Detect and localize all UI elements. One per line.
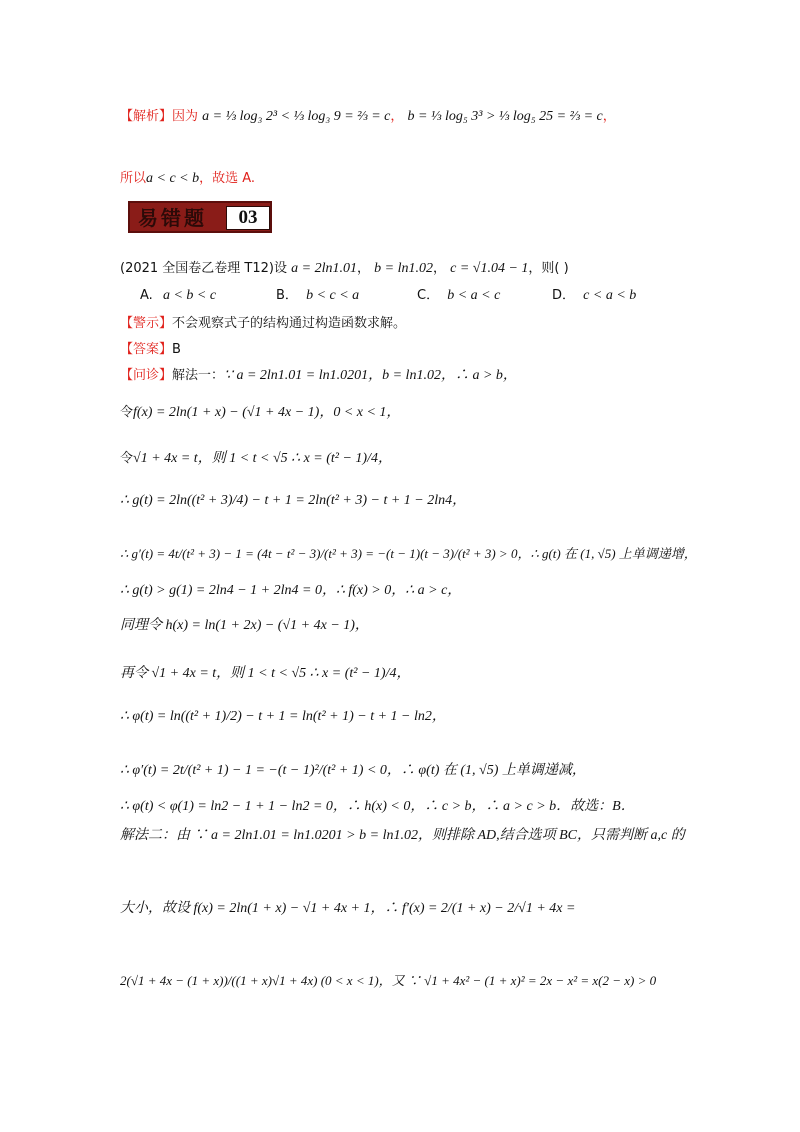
- question-stem: (2021 全国卷乙卷理 T12)设 a = 2ln1.01， b = ln1.02， c = √1.04 − 1，则( ): [120, 261, 569, 276]
- step-4: ∴ g(t) = 2ln((t² + 3)/4) − t + 1 = 2ln(t² + 3) − t + 1 − 2ln4，: [120, 493, 467, 508]
- warning-tag: 【警示】: [120, 316, 173, 331]
- analysis-b-expression: b = ⅓ log₅ 3³ > ⅓ log₅ 25 = ⅔ = c: [407, 109, 603, 124]
- option-d-label: D．: [552, 288, 576, 303]
- step-9: ∴ φ(t) = ln((t² + 1)/2) − t + 1 = ln(t² + 1) − t + 1 − ln2，: [120, 709, 446, 724]
- analysis-lead: 因为: [172, 109, 199, 124]
- option-c-value: b < a < c: [447, 288, 501, 303]
- step-1: ∵ a = 2ln1.01 = ln1.0201，b = ln1.02，∴ a > b，: [224, 368, 517, 383]
- step-3: [120, 450, 392, 468]
- step-13: 大小，故设 f(x) = 2ln(1 + x) − √1 + 4x + 1，∴ f′(x) = 2/(1 + x) − 2/√1 + 4x =: [120, 901, 576, 916]
- option-d[interactable]: [552, 287, 636, 305]
- option-c[interactable]: [417, 287, 500, 305]
- warning-text: 不会观察式子的结构通过构造函数求解。: [172, 316, 407, 331]
- option-b-value: b < c < a: [306, 288, 360, 303]
- option-d-value: c < a < b: [583, 288, 637, 303]
- step-6: ∴ g(t) > g(1) = 2ln4 − 1 + 2ln4 = 0，∴ f(x) > 0，∴ a > c，: [120, 583, 462, 598]
- warning-line: [120, 315, 406, 333]
- conclusion-lead: 所以: [120, 171, 147, 186]
- separator: ，: [602, 109, 616, 124]
- option-a[interactable]: [140, 287, 216, 305]
- step-2-math: f(x) = 2ln(1 + x) − (√1 + 4x − 1)，0 < x < 1，: [133, 405, 401, 420]
- answer-text: B: [172, 342, 181, 357]
- step-10: ∴ φ′(t) = 2t/(t² + 1) − 1 = −(t − 1)²/(t² + 1) < 0，∴ φ(t) 在 (1, √5) 上单调递减，: [120, 763, 586, 778]
- banner-title: 易错题: [138, 206, 207, 230]
- separator: ，: [390, 109, 404, 124]
- step-2-lead: 令: [120, 405, 134, 420]
- step-2: [120, 404, 400, 422]
- conclusion-math: a < c < b: [146, 171, 200, 186]
- conclusion-tail: ，故选 A.: [199, 171, 256, 186]
- c-definition: c = √1.04 − 1: [450, 261, 529, 276]
- banner-number: 03: [226, 206, 270, 230]
- answer-tag: 【答案】: [120, 342, 173, 357]
- step-3-math: √1 + 4x = t，则 1 < t < √5 ∴ x = (t² − 1)/4，: [133, 451, 392, 466]
- step-3-lead: 令: [120, 451, 134, 466]
- method-one-label: 解法一：: [172, 368, 225, 383]
- question-source: (2021 全国卷乙卷理 T12)设: [120, 261, 287, 276]
- analysis-conclusion: [120, 170, 255, 188]
- step-11: ∴ φ(t) < φ(1) = ln2 − 1 + 1 − ln2 = 0，∴ h(x) < 0，∴ c > b，∴ a > c > b．故选：B．: [120, 799, 635, 814]
- option-b-label: B．: [276, 288, 298, 303]
- method-two-line: 解法二：由 ∵ a = 2ln1.01 = ln1.0201 > b = ln1.02，则排除 AD,结合选项 BC，只需判断 a,c 的: [120, 828, 685, 843]
- step-7: 同理令 h(x) = ln(1 + 2x) − (√1 + 4x − 1)，: [120, 618, 369, 633]
- analysis-a-expression: a = ⅓ log₃ 2³ < ⅓ log₃ 9 = ⅔ = c: [202, 109, 391, 124]
- section-banner: [128, 201, 272, 233]
- a-definition: a = 2ln1.01: [291, 261, 357, 276]
- step-14: 2(√1 + 4x − (1 + x))/((1 + x)√1 + 4x) (0 < x < 1)，又 ∵ √1 + 4x² − (1 + x)² = 2x − x² = x(2 − x) > 0: [120, 973, 657, 988]
- option-a-value: a < b < c: [162, 288, 217, 303]
- step-8: 再令 √1 + 4x = t，则 1 < t < √5 ∴ x = (t² − 1)/4，: [120, 666, 411, 681]
- answer-line: [120, 341, 181, 359]
- step-5: ∴ g′(t) = 4t/(t² + 3) − 1 = (4t − t² − 3)/(t² + 3) = −(t − 1)(t − 3)/(t² + 3) > 0，∴ g(t) 在 (1, √5) 上单调递增，: [120, 546, 697, 561]
- question-ask: ，则( ): [528, 261, 569, 276]
- diagnosis-tag: 【问诊】: [120, 368, 173, 383]
- option-b[interactable]: [276, 287, 359, 305]
- option-a-label: A.: [140, 288, 153, 303]
- b-definition: b = ln1.02: [374, 261, 433, 276]
- diagnosis-line-1: [120, 367, 517, 385]
- option-c-label: C．: [417, 288, 440, 303]
- analysis-line: [120, 108, 616, 126]
- analysis-tag: 【解析】: [120, 109, 173, 124]
